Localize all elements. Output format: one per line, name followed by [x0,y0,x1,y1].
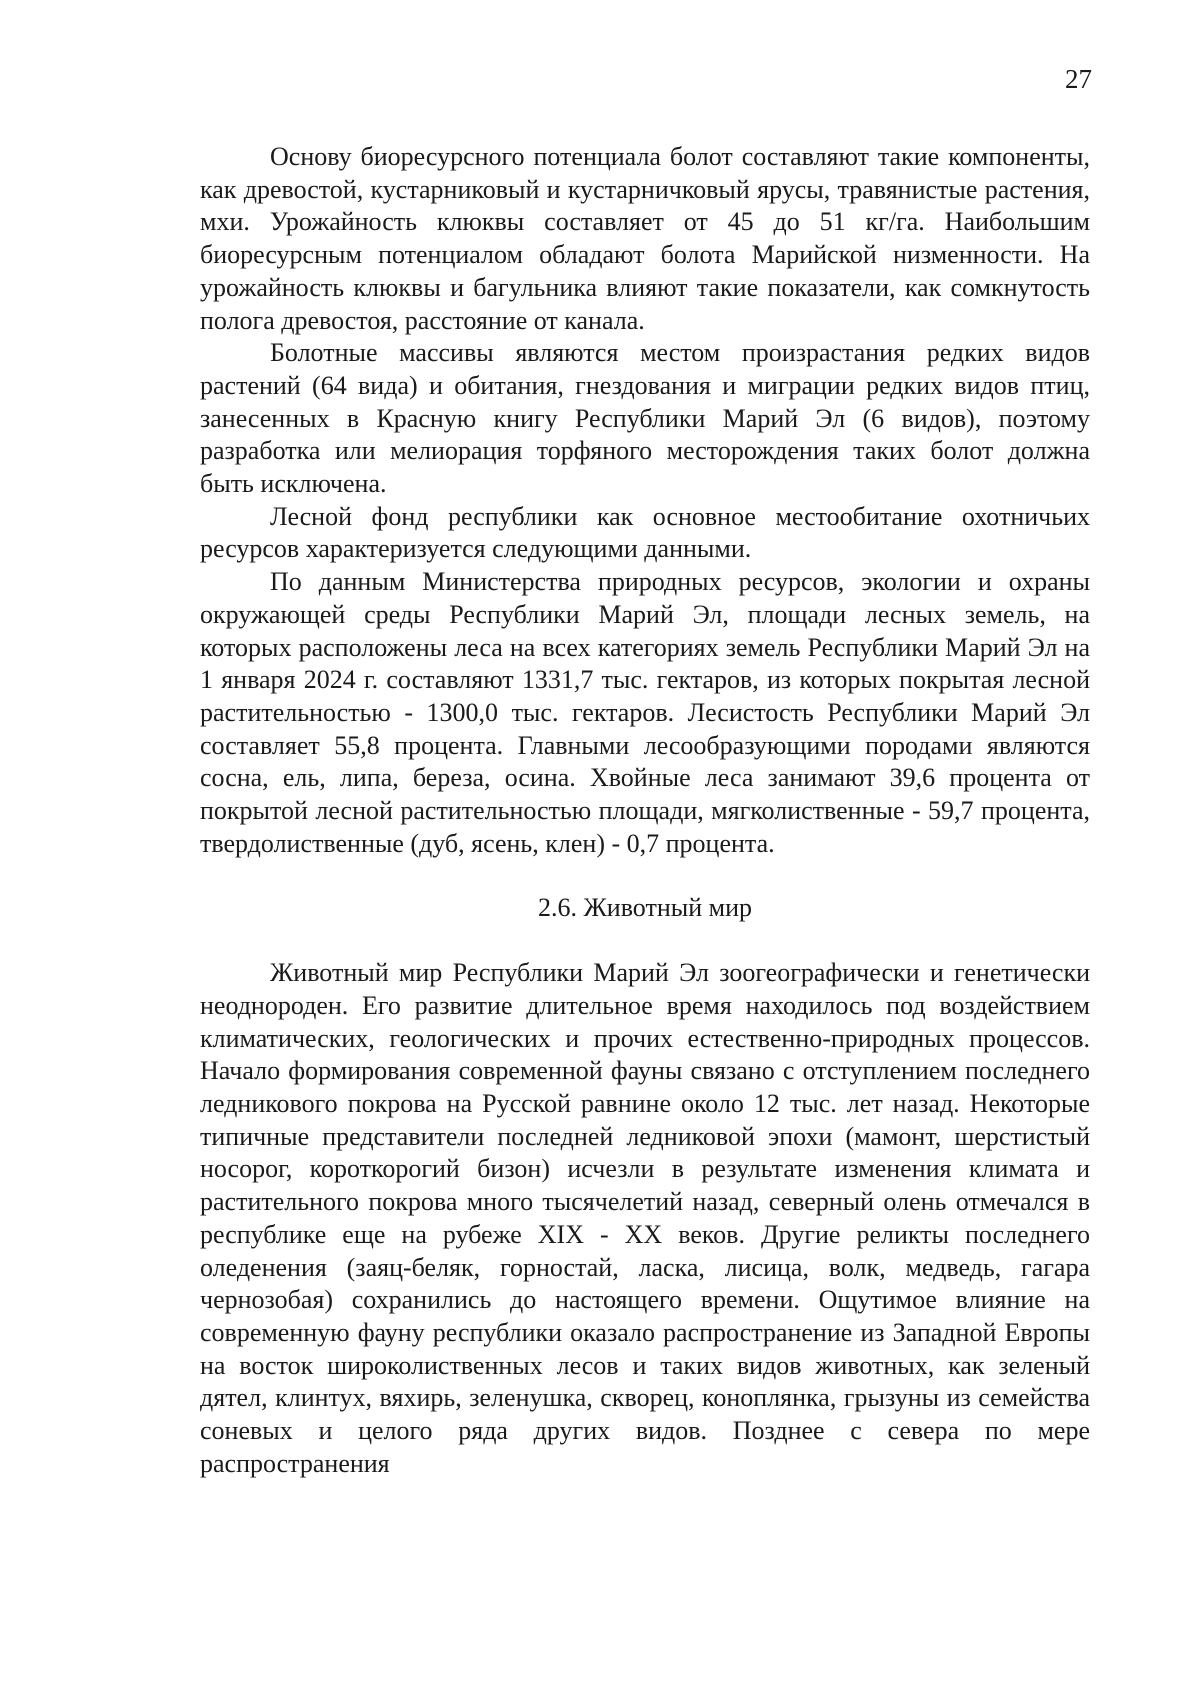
paragraph-bog-bioresources: Основу биоресурсного потенциала болот составляют такие компоненты, как древостой, кустарниковый и кустарничковый ярусы, травянистые растения, мхи. Урожайность клюквы составляет от 45 до 51 кг/га. Наибольшим биоресурсным потенциалом обладают болота Марийской низменности. На урожайность клюквы и багульника влияют такие показатели, как сомкнутость полога древостоя, расстояние от канала. [200,142,1090,335]
paragraph-forest-fund: Лесной фонд республики как основное местообитание охотничьих ресурсов характеризуется следующими данными. [200,501,1090,564]
paragraph-fauna: Животный мир Республики Марий Эл зоогеографически и генетически неоднороден. Его развитие длительное время находилось под воздействием климатических, геологических и прочих естественно-природных процессов. Начало формирования современной фауны связано с отступлением последнего ледникового покрова на Русской равнине около 12 тыс. лет назад. Некоторые типичные представители последней ледниковой эпохи (мамонт, шерстистый носорог, короткорогий бизон) исчезли в результате изменения климата и растительного покрова много тысячелетий назад, северный олень отмечался в республике еще на рубеже XIX - XX веков. Другие реликты последнего оледенения (заяц-беляк, горностай, ласка, лисица, волк, медведь, гагара чернозобая) сохранились до настоящего времени. Ощутимое влияние на современную фауну республики оказало распространение из Западной Европы на восток широколиственных лесов и таких видов животных, как зеленый дятел, клинтух, вяхирь, зеленушка, скворец, коноплянка, грызуны из семейства соневых и целого ряда других видов. Позднее с севера по мере распространения [200,958,1090,1478]
section-heading: 2.6. Животный мир [538,893,752,923]
document-body [200,141,1090,1480]
paragraph-rare-species: Болотные массивы являются местом произрастания редких видов растений (64 вида) и обитания, гнездования и миграции редких видов птиц, занесенных в Красную книгу Республики Марий Эл (6 видов), поэтому разработка или мелиорация торфяного месторождения таких болот должна быть исключена. [200,338,1090,499]
page-number: 27 [1065,64,1092,94]
paragraph-forest-statistics: По данным Министерства природных ресурсов, экологии и охраны окружающей среды Республики Марий Эл, площади лесных земель, на которых расположены леса на всех категориях земель Республики Марий Эл на 1 января 2024 г. составляют 1331,7 тыс. гектаров, из которых покрытая лесной растительностью - 1300,0 тыс. гектаров. Лесистость Республики Марий Эл составляет 55,8 процента. Главными лесообразующими породами являются сосна, ель, липа, береза, осина. Хвойные леса занимают 39,6 процента от покрытой лесной растительностью площади, мягколиственные - 59,7 процента, твердолиственные (дуб, ясень, клен) - 0,7 процента. [200,567,1090,858]
